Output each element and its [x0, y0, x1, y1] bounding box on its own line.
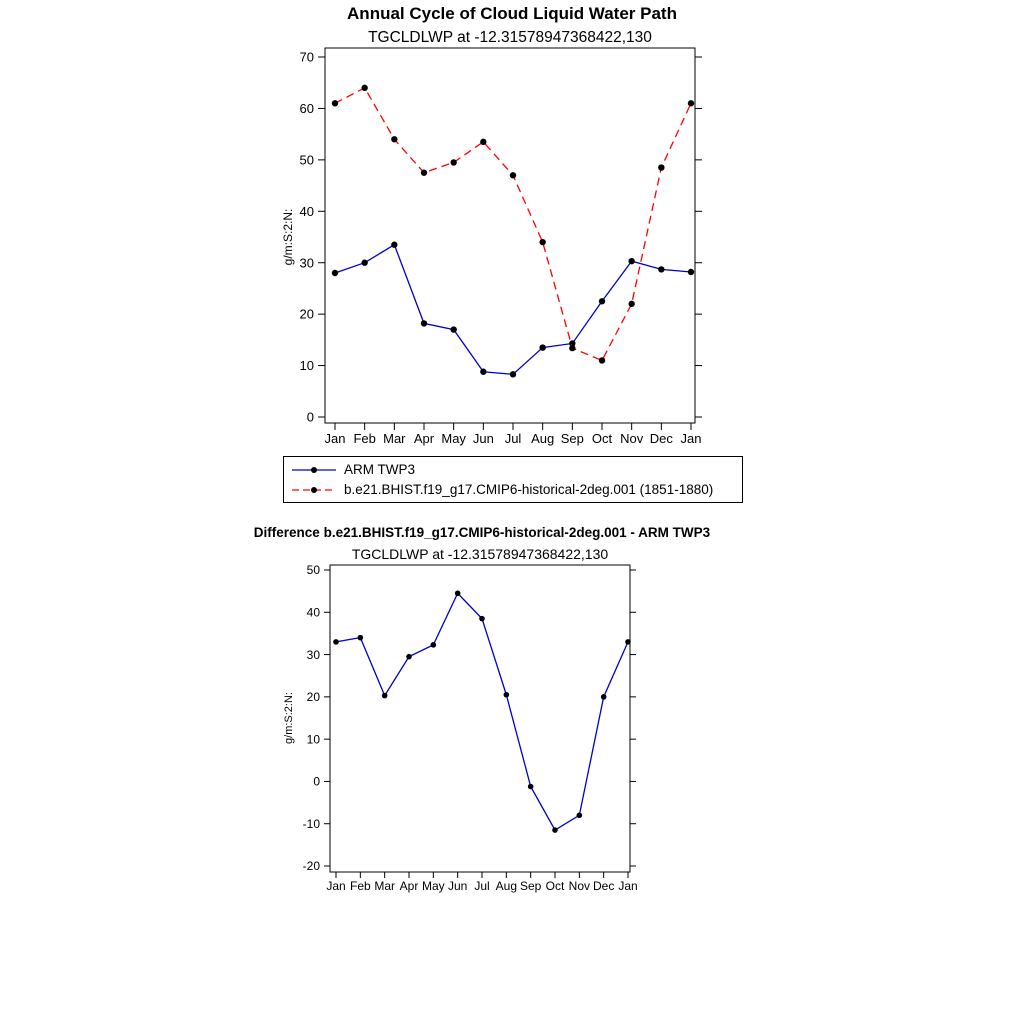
- data-point-marker: [628, 258, 634, 264]
- x-tick-label: Aug: [495, 879, 518, 893]
- y-tick-label: 30: [299, 255, 314, 271]
- y-tick-label: 0: [313, 774, 320, 789]
- x-tick-label: Jul: [474, 879, 490, 893]
- data-point-marker: [358, 635, 364, 641]
- data-point-marker: [569, 345, 575, 351]
- y-tick-label: 50: [306, 563, 320, 578]
- data-point-marker: [361, 260, 367, 266]
- series-line: [335, 88, 691, 361]
- data-point-marker: [601, 694, 607, 700]
- data-point-marker: [406, 654, 412, 660]
- y-tick-label: 20: [306, 690, 320, 705]
- data-point-marker: [510, 371, 516, 377]
- data-point-marker: [421, 320, 427, 326]
- x-tick-label: Mar: [374, 879, 396, 893]
- y-tick-label: 20: [299, 306, 314, 322]
- x-tick-label: Dec: [592, 879, 615, 893]
- data-point-marker: [332, 100, 338, 106]
- bottom-chart: [280, 545, 680, 905]
- legend-row-model: [290, 482, 742, 497]
- data-point-marker: [539, 344, 545, 350]
- x-tick-label: Apr: [413, 431, 435, 446]
- data-point-marker: [599, 357, 605, 363]
- legend-line-sample-arm: [290, 464, 338, 476]
- y-tick-label: -10: [302, 816, 320, 831]
- data-point-marker: [421, 170, 427, 176]
- data-point-marker: [510, 172, 516, 178]
- plot-frame: [330, 565, 630, 872]
- top-chart: [260, 30, 780, 470]
- legend-label-model: b.e21.BHIST.f19_g17.CMIP6-historical-2deg.001 (1851-1880): [344, 482, 714, 497]
- chart-subtitle: TGCLDLWP at -12.31578947368422,130: [351, 546, 609, 562]
- y-tick-label: 10: [299, 358, 314, 374]
- data-point-marker: [625, 639, 631, 645]
- data-point-marker: [450, 326, 456, 332]
- x-tick-label: Mar: [383, 431, 406, 446]
- x-tick-label: Aug: [531, 431, 555, 446]
- data-point-marker: [504, 692, 510, 698]
- data-point-marker: [391, 242, 397, 248]
- top-chart-title: Annual Cycle of Cloud Liquid Water Path: [347, 4, 677, 23]
- data-point-marker: [431, 642, 437, 648]
- x-tick-label: Jun: [447, 879, 468, 893]
- data-point-marker: [391, 136, 397, 142]
- data-point-marker: [480, 139, 486, 145]
- data-point-marker: [450, 159, 456, 165]
- x-tick-label: Jun: [472, 431, 494, 446]
- data-point-marker: [599, 298, 605, 304]
- y-tick-label: 10: [306, 732, 320, 747]
- plot-frame: [325, 48, 695, 423]
- data-point-marker: [382, 693, 388, 699]
- x-tick-label: Jan: [618, 879, 638, 893]
- legend: [283, 456, 743, 503]
- data-point-marker: [480, 369, 486, 375]
- data-point-marker: [332, 270, 338, 276]
- data-point-marker: [688, 100, 694, 106]
- x-tick-label: Sep: [519, 879, 542, 893]
- x-tick-label: Nov: [568, 879, 591, 893]
- data-point-marker: [577, 812, 583, 818]
- x-tick-label: May: [441, 431, 466, 446]
- data-point-marker: [455, 590, 461, 596]
- legend-label-arm: ARM TWP3: [344, 462, 416, 477]
- y-tick-label: -20: [302, 859, 320, 874]
- legend-marker: [311, 487, 317, 493]
- data-point-marker: [688, 269, 694, 275]
- x-tick-label: Oct: [545, 879, 565, 893]
- y-tick-label: 40: [306, 605, 320, 620]
- x-tick-label: Jan: [324, 431, 346, 446]
- x-tick-label: Dec: [649, 431, 673, 446]
- bottom-chart-title: Difference b.e21.BHIST.f19_g17.CMIP6-historical-2deg.001 - ARM TWP3: [253, 525, 711, 540]
- data-point-marker: [552, 827, 558, 833]
- series-line: [336, 593, 628, 830]
- data-point-marker: [361, 85, 367, 91]
- data-point-marker: [539, 239, 545, 245]
- x-tick-label: Feb: [349, 879, 371, 893]
- y-tick-label: 30: [306, 647, 320, 662]
- x-tick-label: Sep: [560, 431, 584, 446]
- legend-marker: [311, 467, 317, 473]
- x-tick-label: Oct: [591, 431, 613, 446]
- series-line: [335, 245, 691, 375]
- x-tick-label: Feb: [353, 431, 376, 446]
- data-point-marker: [528, 784, 534, 790]
- y-tick-label: 40: [299, 203, 314, 219]
- chart-subtitle: TGCLDLWP at -12.31578947368422,130: [368, 30, 652, 46]
- y-tick-label: 60: [299, 100, 314, 116]
- legend-line-sample-model: [290, 484, 338, 496]
- x-tick-label: Jul: [504, 431, 522, 446]
- x-tick-label: Jan: [326, 879, 346, 893]
- data-point-marker: [658, 266, 664, 272]
- legend-row-arm: [290, 462, 742, 477]
- x-tick-label: May: [421, 879, 445, 893]
- y-axis-label: g/m:S:2:N:: [283, 692, 295, 744]
- y-tick-label: 50: [299, 152, 314, 168]
- data-point-marker: [658, 164, 664, 170]
- data-point-marker: [333, 639, 339, 645]
- data-point-marker: [628, 301, 634, 307]
- y-axis-label: g/m:S:2:N:: [281, 208, 295, 266]
- x-tick-label: Jan: [680, 431, 702, 446]
- y-tick-label: 70: [299, 49, 314, 65]
- x-tick-label: Nov: [620, 431, 644, 446]
- y-tick-label: 0: [306, 409, 314, 425]
- x-tick-label: Apr: [399, 879, 419, 893]
- data-point-marker: [479, 616, 485, 622]
